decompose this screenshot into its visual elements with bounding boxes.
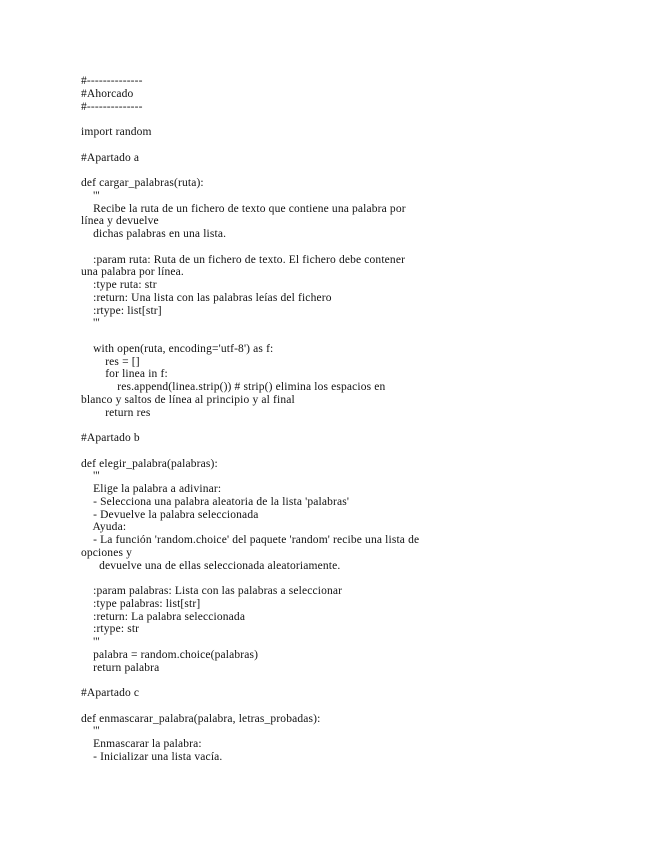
code-line: :param palabras: Lista con las palabras a seleccionar bbox=[81, 585, 343, 597]
code-line: Enmascarar la palabra: bbox=[81, 738, 202, 750]
code-line: #Apartado c bbox=[81, 687, 140, 699]
code-line: línea y devuelve bbox=[81, 215, 159, 228]
code-line: #-------------- bbox=[81, 100, 143, 113]
code-line: Recibe la ruta de un fichero de texto que contiene una palabra por bbox=[81, 202, 406, 215]
code-line: import random bbox=[81, 126, 152, 138]
code-line: - Inicializar una lista vacía. bbox=[81, 750, 223, 763]
blank-line bbox=[81, 572, 641, 585]
code-line: #Apartado b bbox=[81, 432, 140, 444]
code-line: blanco y saltos de línea al principio y al final bbox=[81, 393, 295, 406]
code-line: def enmascarar_palabra(palabra, letras_probadas): bbox=[81, 712, 321, 725]
code-line: #Apartado a bbox=[81, 151, 140, 164]
code-line: - Devuelve la palabra seleccionada bbox=[81, 508, 259, 521]
code-line: with open(ruta, encoding='utf-8') as f: bbox=[81, 342, 274, 355]
blank-line bbox=[81, 241, 641, 254]
code-line: devuelve una de ellas seleccionada aleatoriamente. bbox=[81, 559, 341, 572]
code-line: ''' bbox=[81, 189, 100, 202]
code-line: :type palabras: list[str] bbox=[81, 597, 201, 610]
blank-line bbox=[81, 113, 641, 126]
blank-line bbox=[81, 164, 641, 177]
code-line: una palabra por línea. bbox=[81, 266, 184, 279]
code-line: - Selecciona una palabra aleatoria de la lista 'palabras' bbox=[81, 495, 350, 508]
blank-line bbox=[81, 700, 641, 713]
code-line: return res bbox=[81, 406, 151, 419]
code-line: return palabra bbox=[81, 661, 160, 674]
code-line: :type ruta: str bbox=[81, 279, 157, 291]
code-line: for linea in f: bbox=[81, 368, 168, 381]
code-line: dichas palabras en una lista. bbox=[81, 228, 227, 240]
blank-line bbox=[81, 330, 641, 343]
code-line: #-------------- bbox=[81, 75, 143, 87]
code-line: :rtype: str bbox=[81, 623, 140, 636]
code-line: :return: La palabra seleccionada bbox=[81, 610, 246, 623]
code-line: res.append(linea.strip()) # strip() elimina los espacios en bbox=[81, 381, 386, 393]
code-line: #Ahorcado bbox=[81, 87, 134, 100]
blank-line bbox=[81, 674, 641, 687]
code-line: :param ruta: Ruta de un fichero de texto. El fichero debe contener bbox=[81, 253, 406, 266]
code-line: def elegir_palabra(palabras): bbox=[81, 457, 218, 470]
code-line: ''' bbox=[81, 725, 100, 738]
code-line: ''' bbox=[81, 470, 100, 483]
code-line: ''' bbox=[81, 317, 100, 330]
code-line: palabra = random.choice(palabras) bbox=[81, 648, 259, 661]
blank-line bbox=[81, 419, 641, 432]
blank-line bbox=[81, 445, 641, 458]
code-line: :rtype: list[str] bbox=[81, 304, 162, 317]
code-line: :return: Una lista con las palabras leías del fichero bbox=[81, 291, 332, 304]
code-line: Elige la palabra a adivinar: bbox=[81, 483, 222, 495]
code-listing bbox=[81, 75, 641, 764]
code-line: opciones y bbox=[81, 546, 133, 559]
code-line: - La función 'random.choice' del paquete 'random' recibe una lista de bbox=[81, 534, 420, 546]
code-line: ''' bbox=[81, 636, 100, 648]
blank-line bbox=[81, 139, 641, 152]
code-line: Ayuda: bbox=[81, 521, 127, 534]
code-line: res = [] bbox=[81, 355, 140, 368]
code-line: def cargar_palabras(ruta): bbox=[81, 177, 204, 189]
